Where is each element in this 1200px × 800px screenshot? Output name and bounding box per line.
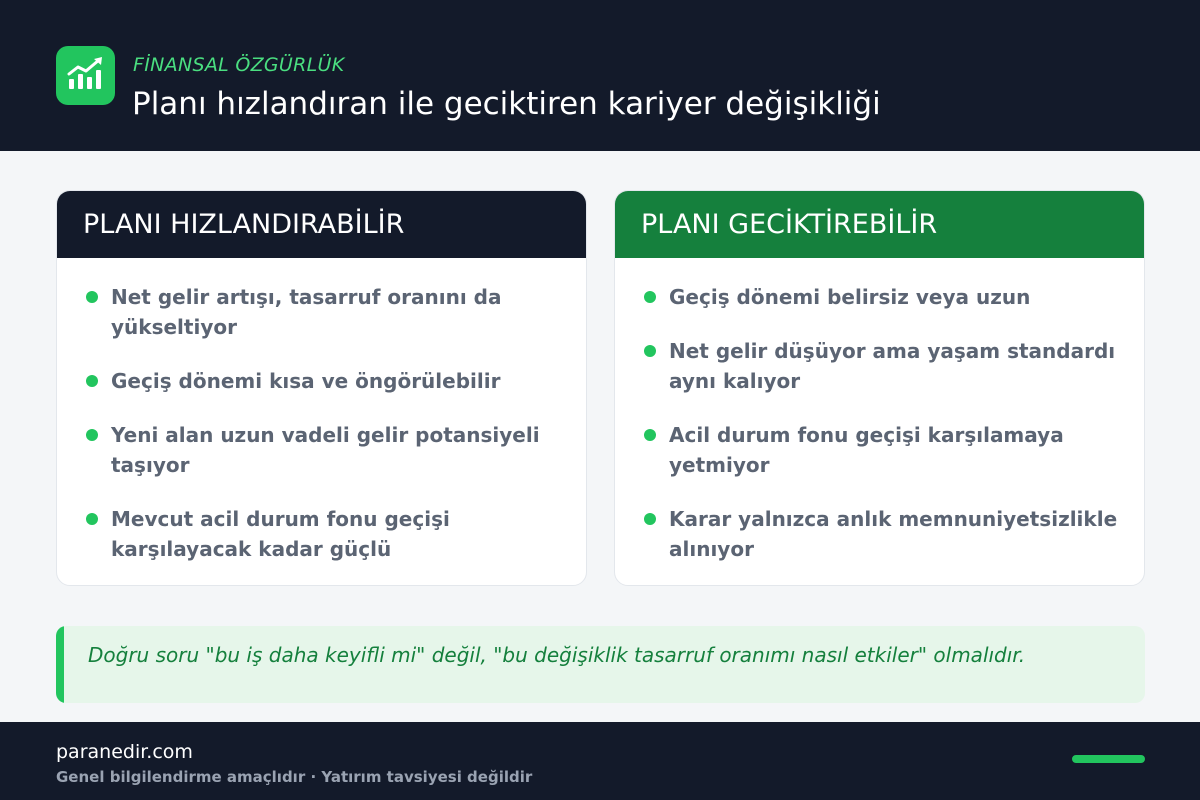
accelerate-card — [56, 190, 587, 586]
list-item — [83, 504, 566, 564]
bullet-dot-icon — [644, 291, 656, 303]
footer — [0, 722, 1200, 800]
accelerate-list — [57, 258, 586, 564]
list-item — [641, 336, 1124, 396]
bullet-dot-icon — [86, 429, 98, 441]
list-item — [83, 420, 566, 480]
footer-accent-bar — [1072, 755, 1145, 763]
page-title: Planı hızlandıran ile geciktiren kariyer değişikliği — [132, 86, 881, 122]
list-item-text: Geçiş dönemi belirsiz veya uzun — [669, 285, 1031, 309]
list-item-text: Net gelir düşüyor ama yaşam standardı aynı kalıyor — [669, 339, 1116, 393]
list-item-text: Geçiş dönemi kısa ve öngörülebilir — [111, 369, 501, 393]
bullet-dot-icon — [644, 513, 656, 525]
header — [0, 0, 1200, 151]
bullet-dot-icon — [644, 345, 656, 357]
bullet-dot-icon — [86, 513, 98, 525]
callout-accent-bar — [56, 626, 64, 703]
growth-chart-icon — [56, 46, 115, 105]
list-item — [641, 420, 1124, 480]
list-item-text: Net gelir artışı, tasarruf oranını da yükseltiyor — [111, 285, 502, 339]
site-link[interactable]: paranedir.com — [56, 741, 193, 763]
delay-card — [614, 190, 1145, 586]
bullet-dot-icon — [644, 429, 656, 441]
list-item-text: Yeni alan uzun vadeli gelir potansiyeli taşıyor — [111, 423, 540, 477]
delay-card-title: PLANI GECİKTİREBİLİR — [615, 191, 1144, 258]
list-item — [83, 282, 566, 342]
list-item-text: Karar yalnızca anlık memnuniyetsizlikle alınıyor — [669, 507, 1118, 561]
list-item — [641, 282, 1124, 312]
disclaimer: Genel bilgilendirme amaçlıdır · Yatırım tavsiyesi değildir — [56, 768, 533, 786]
accelerate-card-title: PLANI HIZLANDIRABİLİR — [57, 191, 586, 258]
list-item-text: Acil durum fonu geçişi karşılamaya yetmiyor — [669, 423, 1064, 477]
header-kicker: FİNANSAL ÖZGÜRLÜK — [133, 54, 345, 76]
bullet-dot-icon — [86, 291, 98, 303]
logo — [56, 46, 115, 105]
key-question-callout — [56, 626, 1145, 703]
list-item — [641, 504, 1124, 564]
list-item — [83, 366, 566, 396]
callout-text: Doğru soru "bu iş daha keyifli mi" değil, "bu değişiklik tasarruf oranımı nasıl etkiler" olmalıdır. — [88, 643, 1026, 667]
list-item-text: Mevcut acil durum fonu geçişi karşılayacak kadar güçlü — [111, 507, 450, 561]
delay-list — [615, 258, 1144, 564]
bullet-dot-icon — [86, 375, 98, 387]
